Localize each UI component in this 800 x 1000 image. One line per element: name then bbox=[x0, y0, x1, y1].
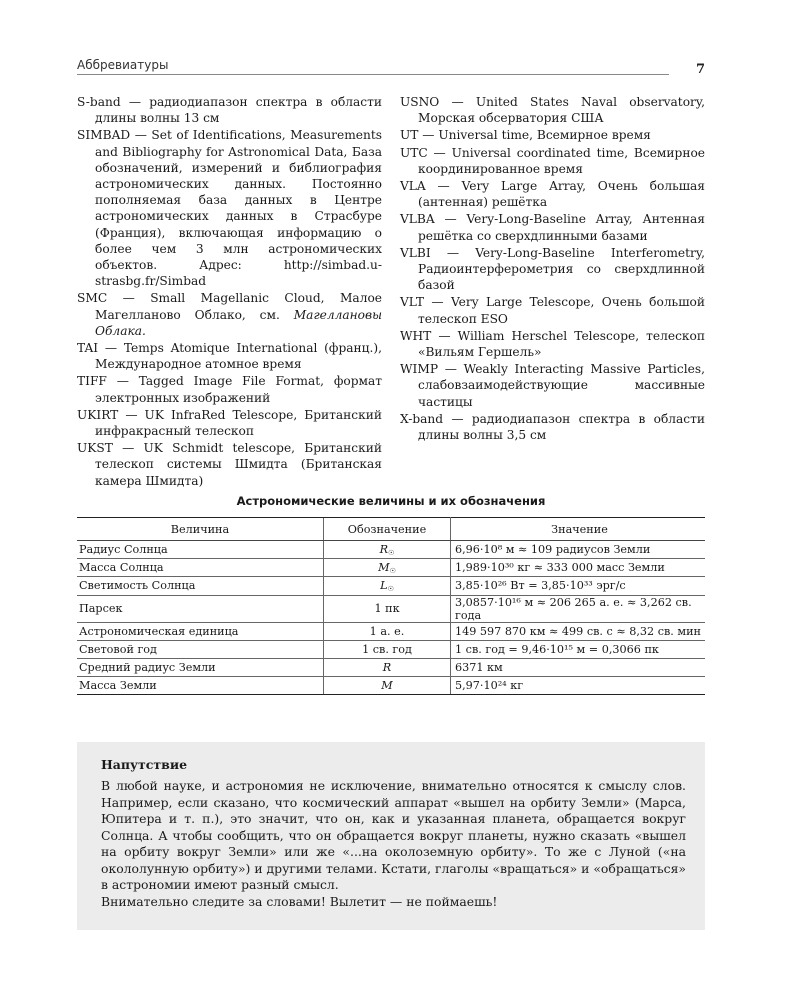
table-row bbox=[77, 640, 705, 658]
abbr-entry bbox=[77, 290, 382, 339]
table-cell: Световой год bbox=[77, 640, 324, 658]
symbol: M bbox=[378, 560, 390, 574]
abbr-entry-text: SMC — Small Magellanic Cloud, Малое Магелланово Облако, см. bbox=[77, 291, 382, 322]
table-cell bbox=[324, 677, 451, 695]
table-row bbox=[77, 595, 705, 622]
table-cell: Парсек bbox=[77, 595, 324, 622]
abbr-entry: TIFF — Tagged Image File Format, формат электронных изображений bbox=[77, 374, 382, 405]
table-cell: 1,989·10³⁰ кг ≈ 333 000 масс Земли bbox=[451, 559, 706, 577]
table-cell: Средний радиус Земли bbox=[77, 658, 324, 676]
table-cell: Астрономическая единица bbox=[77, 622, 324, 640]
abbr-entry: VLA — Very Large Array, Очень большая (антенная) решётка bbox=[400, 179, 705, 210]
advice-text bbox=[101, 778, 686, 910]
abbr-entry: WHT — William Herschel Telescope, телескоп «Вильям Гершель» bbox=[400, 328, 705, 360]
column-header: Значение bbox=[451, 518, 706, 541]
page-number: 7 bbox=[695, 62, 705, 77]
abbr-entry: UKIRT — UK InfraRed Telescope, Британский инфракрасный телескоп bbox=[77, 407, 382, 439]
abbreviations-left-column bbox=[77, 94, 382, 490]
abbr-entry: USNO — United States Naval observatory, Морская обсерватория США bbox=[400, 95, 705, 126]
table-cell: 6371 км bbox=[451, 658, 706, 676]
header-rule bbox=[77, 74, 669, 75]
table-cell: 1 св. год bbox=[324, 640, 451, 658]
table-cell bbox=[324, 577, 451, 595]
table-row bbox=[77, 622, 705, 640]
table-cell: Светимость Солнца bbox=[77, 577, 324, 595]
running-header bbox=[77, 56, 705, 76]
section-title: Аббревиатуры bbox=[77, 58, 169, 72]
advice-paragraph: В любой науке, и астрономия не исключение, внимательно относятся к смыслу слов. Например, если сказано, что космический аппарат «вышел на орбиту Земли» (Марса, Юпитера и т. п.), это значит, что он, как и указанная планета, обращается вокруг Солнца. А чтобы сообщить, что он обращается вокруг планеты, нужно сказать «вышел на орбиту вокруг Земли» или же «...на околоземную орбиту». То же с Луной («на окололунную орбиту») и другими телами. Кстати, глаголы «вращаться» и «обращаться» в астрономии имеют разный смысл. bbox=[101, 778, 686, 892]
sun-symbol: ☉ bbox=[387, 584, 394, 593]
table-row bbox=[77, 658, 705, 676]
symbol: M bbox=[381, 679, 393, 693]
sun-symbol: ☉ bbox=[388, 548, 395, 557]
table-cell: 1 св. год = 9,46·10¹⁵ м = 0,3066 пк bbox=[451, 640, 706, 658]
abbr-entry: VLT — Very Large Telescope, Очень большой телескоп ESO bbox=[400, 295, 705, 326]
symbol: R bbox=[382, 661, 392, 675]
table-cell: 1 пк bbox=[324, 595, 451, 622]
table-cell: 3,0857·10¹⁶ м ≈ 206 265 а. е. ≈ 3,262 св. года bbox=[451, 595, 706, 622]
abbr-entry: WIMP — Weakly Interacting Massive Particles, слабовзаимодействующие массивные частицы bbox=[400, 362, 705, 409]
sun-symbol: ☉ bbox=[389, 566, 396, 575]
table-cell bbox=[324, 541, 451, 559]
column-header: Обозначение bbox=[324, 518, 451, 541]
advice-paragraph: Внимательно следите за словами! Вылетит — не поймаешь! bbox=[101, 893, 498, 909]
table-row bbox=[77, 559, 705, 577]
cross-reference: Магеллановы Облака. bbox=[95, 307, 382, 338]
abbr-entry: VLBA — Very-Long-Baseline Array, Антенная решётка со сверхдлинными базами bbox=[400, 212, 705, 243]
abbr-entry: VLBI — Very-Long-Baseline Interferometry, Радиоинтерферометрия со сверхдлинной базой bbox=[400, 245, 705, 293]
quantities-table bbox=[77, 517, 705, 695]
table-cell: Масса Земли bbox=[77, 677, 324, 695]
advice-box bbox=[77, 742, 705, 930]
abbr-entry: X-band — радиодиапазон спектра в области длины волны 3,5 см bbox=[400, 411, 705, 443]
table-cell: 149 597 870 км ≈ 499 св. с ≈ 8,32 св. мин bbox=[451, 622, 706, 640]
abbr-entry: SIMBAD — Set of Identifications, Measurements and Bibliography for Astronomical Data, База обозначений, измерений и библиография астрономических данных. Постоянно пополняемая база данных в Центре астрономических данных в Страсбуре (Франция), включающая информацию о более чем 3 млн астрономических объектов. Адрес: http://simbad.u-strasbg.fr/Simbad bbox=[77, 128, 382, 289]
symbol: R bbox=[379, 542, 389, 556]
symbol: L bbox=[380, 578, 388, 592]
abbr-entry: S-band — радиодиапазон спектра в области длины волны 13 см bbox=[77, 95, 382, 126]
table-row bbox=[77, 541, 705, 559]
table-cell: 1 а. е. bbox=[324, 622, 451, 640]
table-cell: 3,85·10²⁶ Вт = 3,85·10³³ эрг/с bbox=[451, 577, 706, 595]
table-cell: Радиус Солнца bbox=[77, 541, 324, 559]
abbr-entry: UT — Universal time, Всемирное время bbox=[400, 128, 651, 143]
table-cell bbox=[324, 658, 451, 676]
table-header-row bbox=[77, 518, 705, 541]
table-cell: Масса Солнца bbox=[77, 559, 324, 577]
column-header: Величина bbox=[77, 518, 324, 541]
table-title: Астрономические величины и их обозначения bbox=[236, 494, 546, 508]
table-row bbox=[77, 577, 705, 595]
abbreviations-right-column bbox=[400, 94, 705, 444]
table-cell bbox=[324, 559, 451, 577]
abbr-entry: UTC — Universal coordinated time, Всемирное координированное время bbox=[400, 145, 705, 176]
table-cell: 5,97·10²⁴ кг bbox=[451, 677, 706, 695]
table-cell: 6,96·10⁸ м ≈ 109 радиусов Земли bbox=[451, 541, 706, 559]
abbr-entry: TAI — Temps Atomique International (франц.), Международное атомное время bbox=[77, 341, 382, 372]
table-row bbox=[77, 677, 705, 695]
advice-title: Напутствие bbox=[101, 757, 188, 772]
abbr-entry: UKST — UK Schmidt telescope, Британский телескоп системы Шмидта (Британская камера Шмидта) bbox=[77, 441, 382, 488]
